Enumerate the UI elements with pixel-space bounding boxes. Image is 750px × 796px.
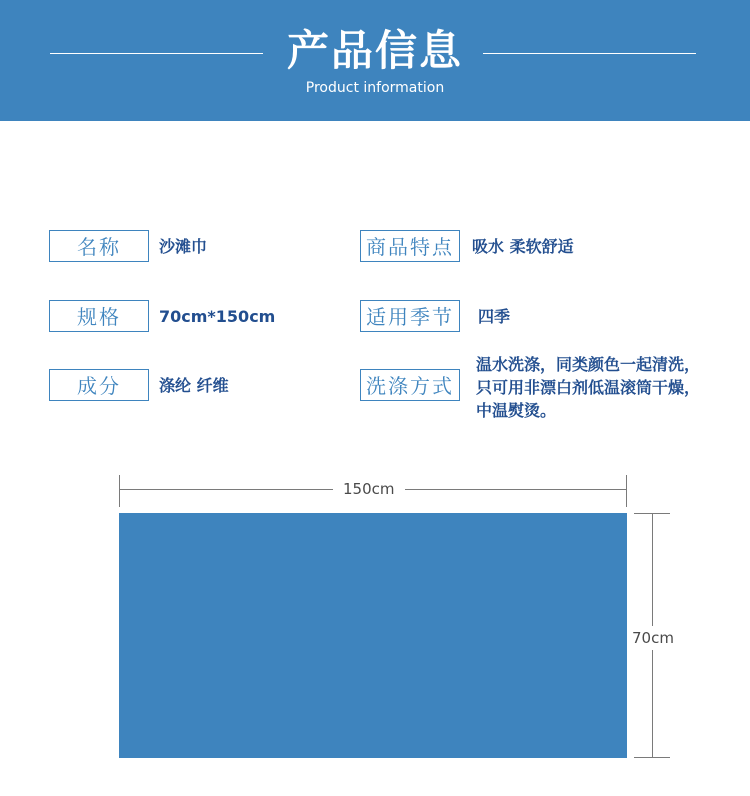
name-value: 沙滩巾 bbox=[159, 237, 208, 256]
season-value: 四季 bbox=[478, 307, 511, 326]
feature-value: 吸水 柔软舒适 bbox=[472, 237, 574, 256]
material-value: 涤纶 纤维 bbox=[159, 376, 229, 395]
towel-shape bbox=[119, 513, 627, 758]
width-dimension-tick-left bbox=[119, 475, 120, 507]
banner-title: 产品信息 bbox=[286, 26, 463, 75]
washing-line: 中温熨烫。 bbox=[476, 401, 557, 420]
width-dimension-label: 150cm bbox=[333, 479, 405, 499]
washing-line: 只可用非漂白剂低温滚筒干燥， bbox=[476, 378, 701, 397]
washing-value bbox=[476, 353, 700, 422]
material-label: 成分 bbox=[49, 369, 149, 401]
size-label: 规格 bbox=[49, 300, 149, 332]
width-dimension-tick-right bbox=[626, 475, 627, 507]
name-label: 名称 bbox=[49, 230, 149, 262]
header-banner bbox=[0, 0, 750, 121]
season-label: 适用季节 bbox=[360, 300, 460, 332]
feature-label: 商品特点 bbox=[360, 230, 460, 262]
washing-line: 温水洗涤，同类颜色一起清洗， bbox=[476, 355, 701, 374]
size-value: 70cm*150cm bbox=[159, 307, 276, 326]
washing-label: 洗涤方式 bbox=[360, 369, 460, 401]
banner-subtitle: Product information bbox=[305, 80, 445, 96]
height-dimension-label: 70cm bbox=[632, 626, 674, 650]
